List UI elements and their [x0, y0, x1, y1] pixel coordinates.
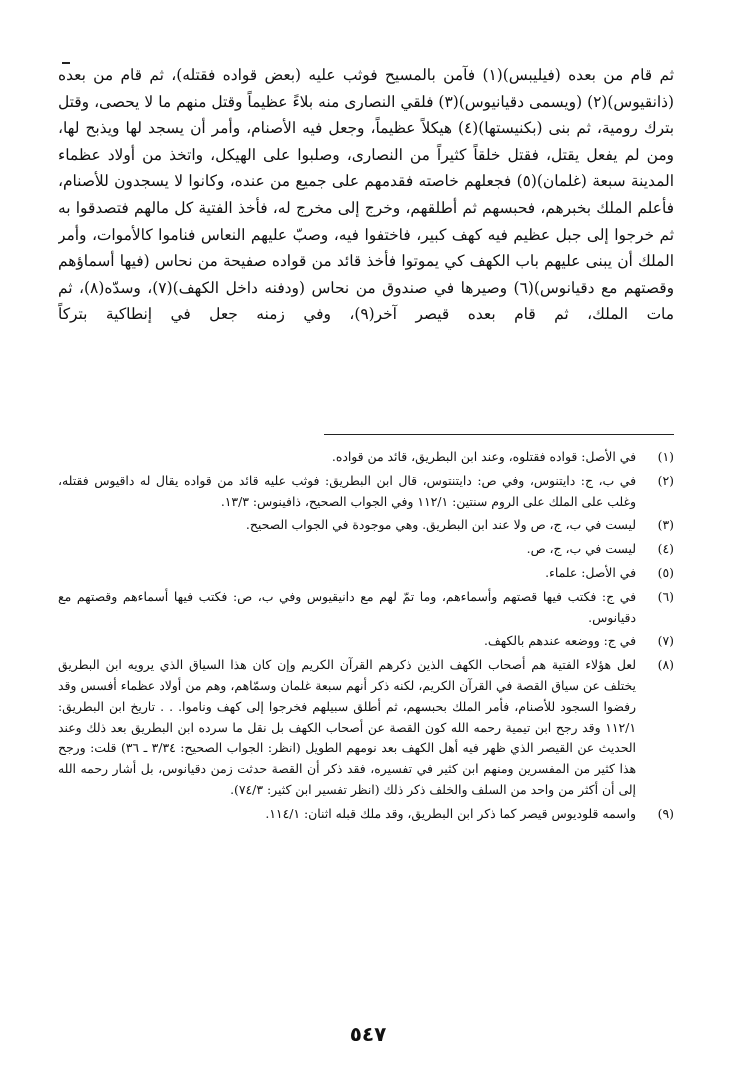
footnote-text: لعل هؤلاء الفتية هم أصحاب الكهف الذين ذكرهم القرآن الكريم وإن كان هذا السياق الذي يرويه ابن البطريق يختلف عن سياق القصة في القرآن الكريم، لكنه ذكر أنهم سبعة غلمان وسمّاهم، وهم من أولاد عظماء أفسس وقد رفضوا السجود للأصنام، فأمر الملك بحبسهم، ثم أطلق سبيلهم فخرجوا إلى كهف وناموا. . . تاريخ ابن البطريق: ١١٢/١ وقد رجح ابن تيمية رحمه الله كون القصة عن أصحاب الكهف بل نقل ما سرده ابن البطريق بعد ذلك وعند الحديث عن القيصر الذي ظهر فيه أهل الكهف بعد نومهم الطويل (انظر: الجواب الصحيح: ٣/٣٤ ـ ٣٦) قلت: ورجح هذا كثير من المفسرين ومنهم ابن كثير في تفسيره، فقد ذكر أن القصة حدثت زمن دقيانوس، بل أشار رحمه الله إلى أن أكثر من واحد من السلف والخلف ذكر ذلك (انظر تفسير ابن كثير: ٧٤/٣).: [58, 657, 636, 797]
footnote-9: [58, 804, 674, 825]
footnote-number: (١): [657, 449, 674, 464]
footnote-number: (٧): [657, 633, 674, 649]
footnote-3: [58, 515, 674, 536]
footnote-6: [58, 587, 674, 629]
footnote-5: [58, 563, 674, 584]
footnote-7: [58, 631, 674, 652]
footnote-number: (٥): [657, 564, 674, 580]
footnote-number: (٩): [657, 805, 674, 821]
footnote-2: [58, 471, 674, 513]
footnote-number: (٢): [657, 472, 674, 488]
footnote-4: [58, 539, 674, 560]
footnote-separator: [324, 434, 674, 435]
footnote-text: واسمه قلوديوس قيصر كما ذكر ابن البطريق، وقد ملك قبله اثنان: ١١٤/١.: [265, 805, 636, 821]
footnote-text: في الأصل: علماء.: [545, 564, 636, 580]
page-body: [58, 62, 674, 828]
footnote-text: في ج: فكتب فيها قصتهم وأسماءهم، وما تمّ لهم مع دانيقيوس وفي ب، ص: فكتب فيها أسماءهم وقصتهم مع دقيانوس.: [58, 588, 636, 625]
main-text-block: [58, 62, 674, 408]
footnote-8: [58, 655, 674, 801]
page-number: ٥٤٧: [349, 1022, 387, 1046]
footnote-number: (٣): [657, 517, 674, 533]
footnote-text: ليست في ب، ج، ص ولا عند ابن البطريق. وهي موجودة في الجواب الصحيح.: [245, 517, 636, 533]
footnote-text: في ج: ووضعه عندهم بالكهف.: [483, 633, 636, 649]
main-paragraph: ثم قام من بعده (فيليبس)(١) فآمن بالمسيح فوثب عليه (بعض قواده فقتله)، ثم قام من بعده (ذانقيوس)(٢) (ويسمى دقيانيوس)(٣) فلقي النصارى منه بلاءً عظيماً وقتل منهم ما لا يحصى، وقتل بترك رومية، ثم بنى (بكنيستها)(٤) هيكلاً عظيماً، وجعل فيه الأصنام، وأمر أن يسجد لها ويذبح لها، ومن لم يفعل يقتل، فقتل خلقاً كثيراً من النصارى، وصلبوا على الهيكل، واتخذ من أولاد عظماء المدينة سبعة (غلمان)(٥) فجعلهم خاصته فقدمهم على جميع من عنده، وكانوا لا يسجدون للأصنام، فأعلم الملك بخبرهم، فحبسهم ثم أطلقهم، وخرج إلى مخرج له، فأخذ الفتية كل مالهم فتصدقوا به ثم خرجوا إلى جبل عظيم فيه كهف كبير، فاختفوا فيه، وصبّ عليهم النعاس فناموا كالأموات، وأمر الملك أن يبنى عليهم باب الكهف كي يموتوا فأخذ قائد من قواده صفيحة من نحاس (فيها أسماؤهم وقصتهم مع دقيانوس)(٦) وصيرها في صندوق من نحاس (ودفنه داخل الكهف)(٧)، وسدّه(٨)، ثم مات الملك، ثم قام بعده قيصر آخر(٩)، وفي زمنه جعل في إنطاكية بتركاً: [58, 66, 674, 324]
footnotes-list: [58, 447, 674, 825]
footnote-text: في ب، ج: دايتنوس، وفي ص: دايتنتوس، قال ابن البطريق: فوثب عليه قائد من قواده يقال له داقيوس فقتله، وغلب على الملك على الروم سنتين: ١١٢/١ وفي الجواب الصحيح، ذافينوس: ١٣/٣.: [58, 472, 636, 509]
footnote-number: (٤): [657, 541, 674, 557]
footnote-number: (٨): [657, 657, 674, 673]
footnote-text: ليست في ب، ج، ص.: [526, 541, 636, 557]
footnote-1: [58, 447, 674, 468]
footnote-text: في الأصل: قواده فقتلوه، وعند ابن البطريق، قائد من قواده.: [331, 449, 636, 464]
footnote-number: (٦): [657, 588, 674, 604]
